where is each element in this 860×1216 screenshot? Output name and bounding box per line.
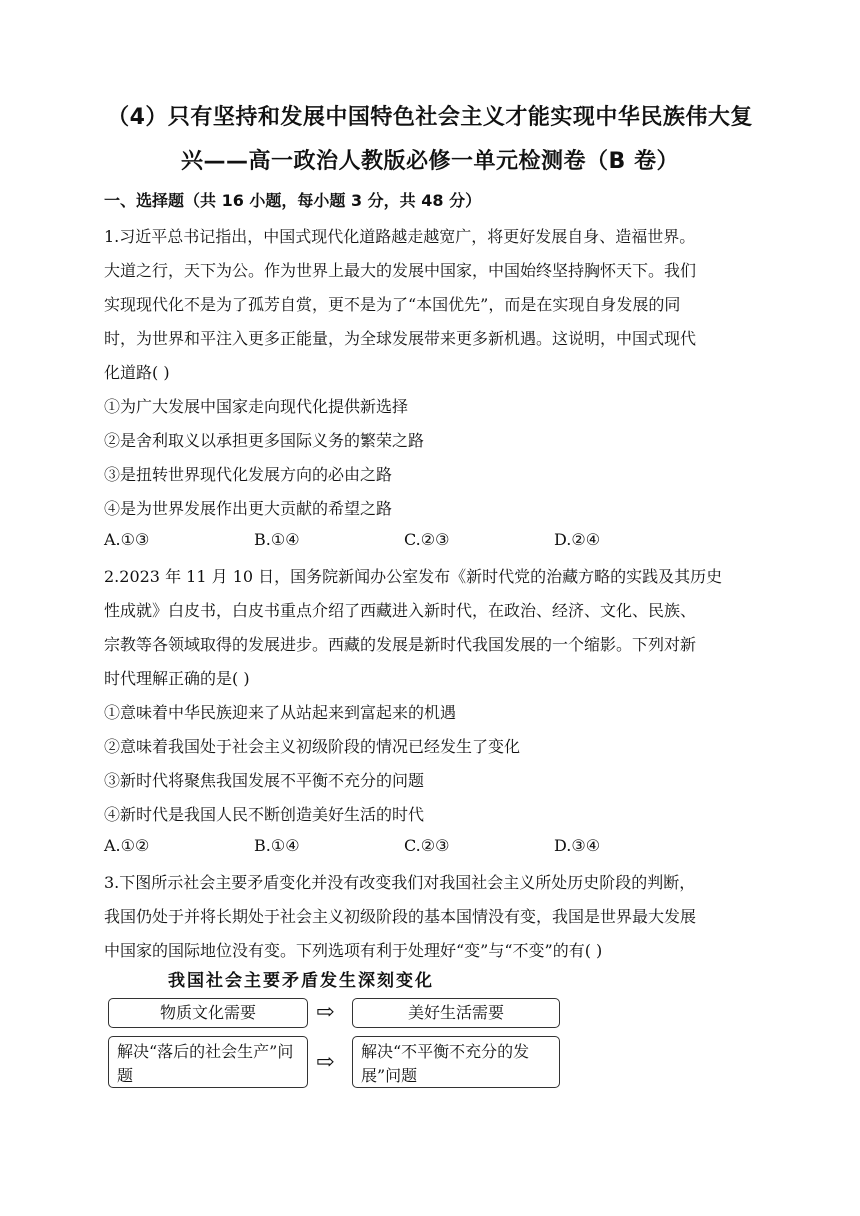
section-heading: 一、选择题（共 16 小题，每小题 3 分，共 48 分） [104,191,482,210]
contradiction-figure [104,962,564,1092]
doc-title-line-1: （4）只有坚持和发展中国特色社会主义才能实现中华民族伟大复 [107,105,753,130]
figure-title: 我国社会主要矛盾发生深刻变化 [168,971,434,991]
q2-option-b[interactable]: B.①④ [254,836,300,855]
q2-statement: ④新时代是我国人民不断创造美好生活的时代 [104,805,425,824]
q2-stem-line: 性成就》白皮书，白皮书重点介绍了西藏进入新时代，在政治、经济、文化、民族、 [104,601,697,620]
doc-title-line-2: 兴——高一政治人教版必修一单元检测卷（B 卷） [181,149,679,174]
q2-statement: ②意味着我国处于社会主义初级阶段的情况已经发生了变化 [104,737,521,756]
q3-stem-line: 中国家的国际地位没有变。下列选项有利于处理好“变”与“不变”的有( ) [104,941,603,960]
q1-statement: ②是舍利取义以承担更多国际义务的繁荣之路 [104,431,425,450]
double-arrow-right-icon: ⇨ [316,1000,335,1025]
q2-option-d[interactable]: D.③④ [554,836,601,855]
q3-stem-line: 3.下图所示社会主要矛盾变化并没有改变我们对我国社会主义所处历史阶段的判断， [104,873,696,892]
q1-option-b[interactable]: B.①④ [254,530,300,549]
q2-stem-line: 2.2023 年 11 月 10 日，国务院新闻办公室发布《新时代党的治藏方略的实践及其历史 [104,567,723,586]
q2-statement: ①意味着中华民族迎来了从站起来到富起来的机遇 [104,703,457,722]
q1-stem-line: 化道路( ) [104,363,170,382]
q2-stem-line: 宗教等各领域取得的发展进步。西藏的发展是新时代我国发展的一个缩影。下列对新 [104,635,697,654]
q1-stem-line: 时，为世界和平注入更多正能量，为全球发展带来更多新机遇。这说明，中国式现代 [104,329,697,348]
q2-statement: ③新时代将聚焦我国发展不平衡不充分的问题 [104,771,425,790]
q1-stem-line: 实现现代化不是为了孤芳自赏，更不是为了“本国优先”，而是在实现自身发展的同 [104,295,681,314]
box-solve-backward-production: 解决“落后的社会生产”问题 [108,1036,308,1088]
q1-option-a[interactable]: A.①③ [104,530,150,549]
q3-stem-line: 我国仍处于并将长期处于社会主义初级阶段的基本国情没有变，我国是世界最大发展 [104,907,697,926]
q1-statement: ④是为世界发展作出更大贡献的希望之路 [104,499,393,518]
q2-stem-line: 时代理解正确的是( ) [104,669,250,688]
box-material-cultural-needs: 物质文化需要 [108,998,308,1028]
q1-statement: ③是扭转世界现代化发展方向的必由之路 [104,465,393,484]
q1-stem-line: 大道之行，天下为公。作为世界上最大的发展中国家，中国始终坚持胸怀天下。我们 [104,261,697,280]
q1-stem-line: 1.习近平总书记指出，中国式现代化道路越走越宽广，将更好发展自身、造福世界。 [104,227,696,246]
box-solve-unbalanced-development: 解决“不平衡不充分的发展”问题 [352,1036,560,1088]
q1-option-d[interactable]: D.②④ [554,530,601,549]
q1-statement: ①为广大发展中国家走向现代化提供新选择 [104,397,409,416]
q2-option-c[interactable]: C.②③ [404,836,450,855]
double-arrow-right-icon: ⇨ [316,1050,335,1075]
q1-option-c[interactable]: C.②③ [404,530,450,549]
box-better-life-needs: 美好生活需要 [352,998,560,1028]
q2-option-a[interactable]: A.①② [104,836,150,855]
